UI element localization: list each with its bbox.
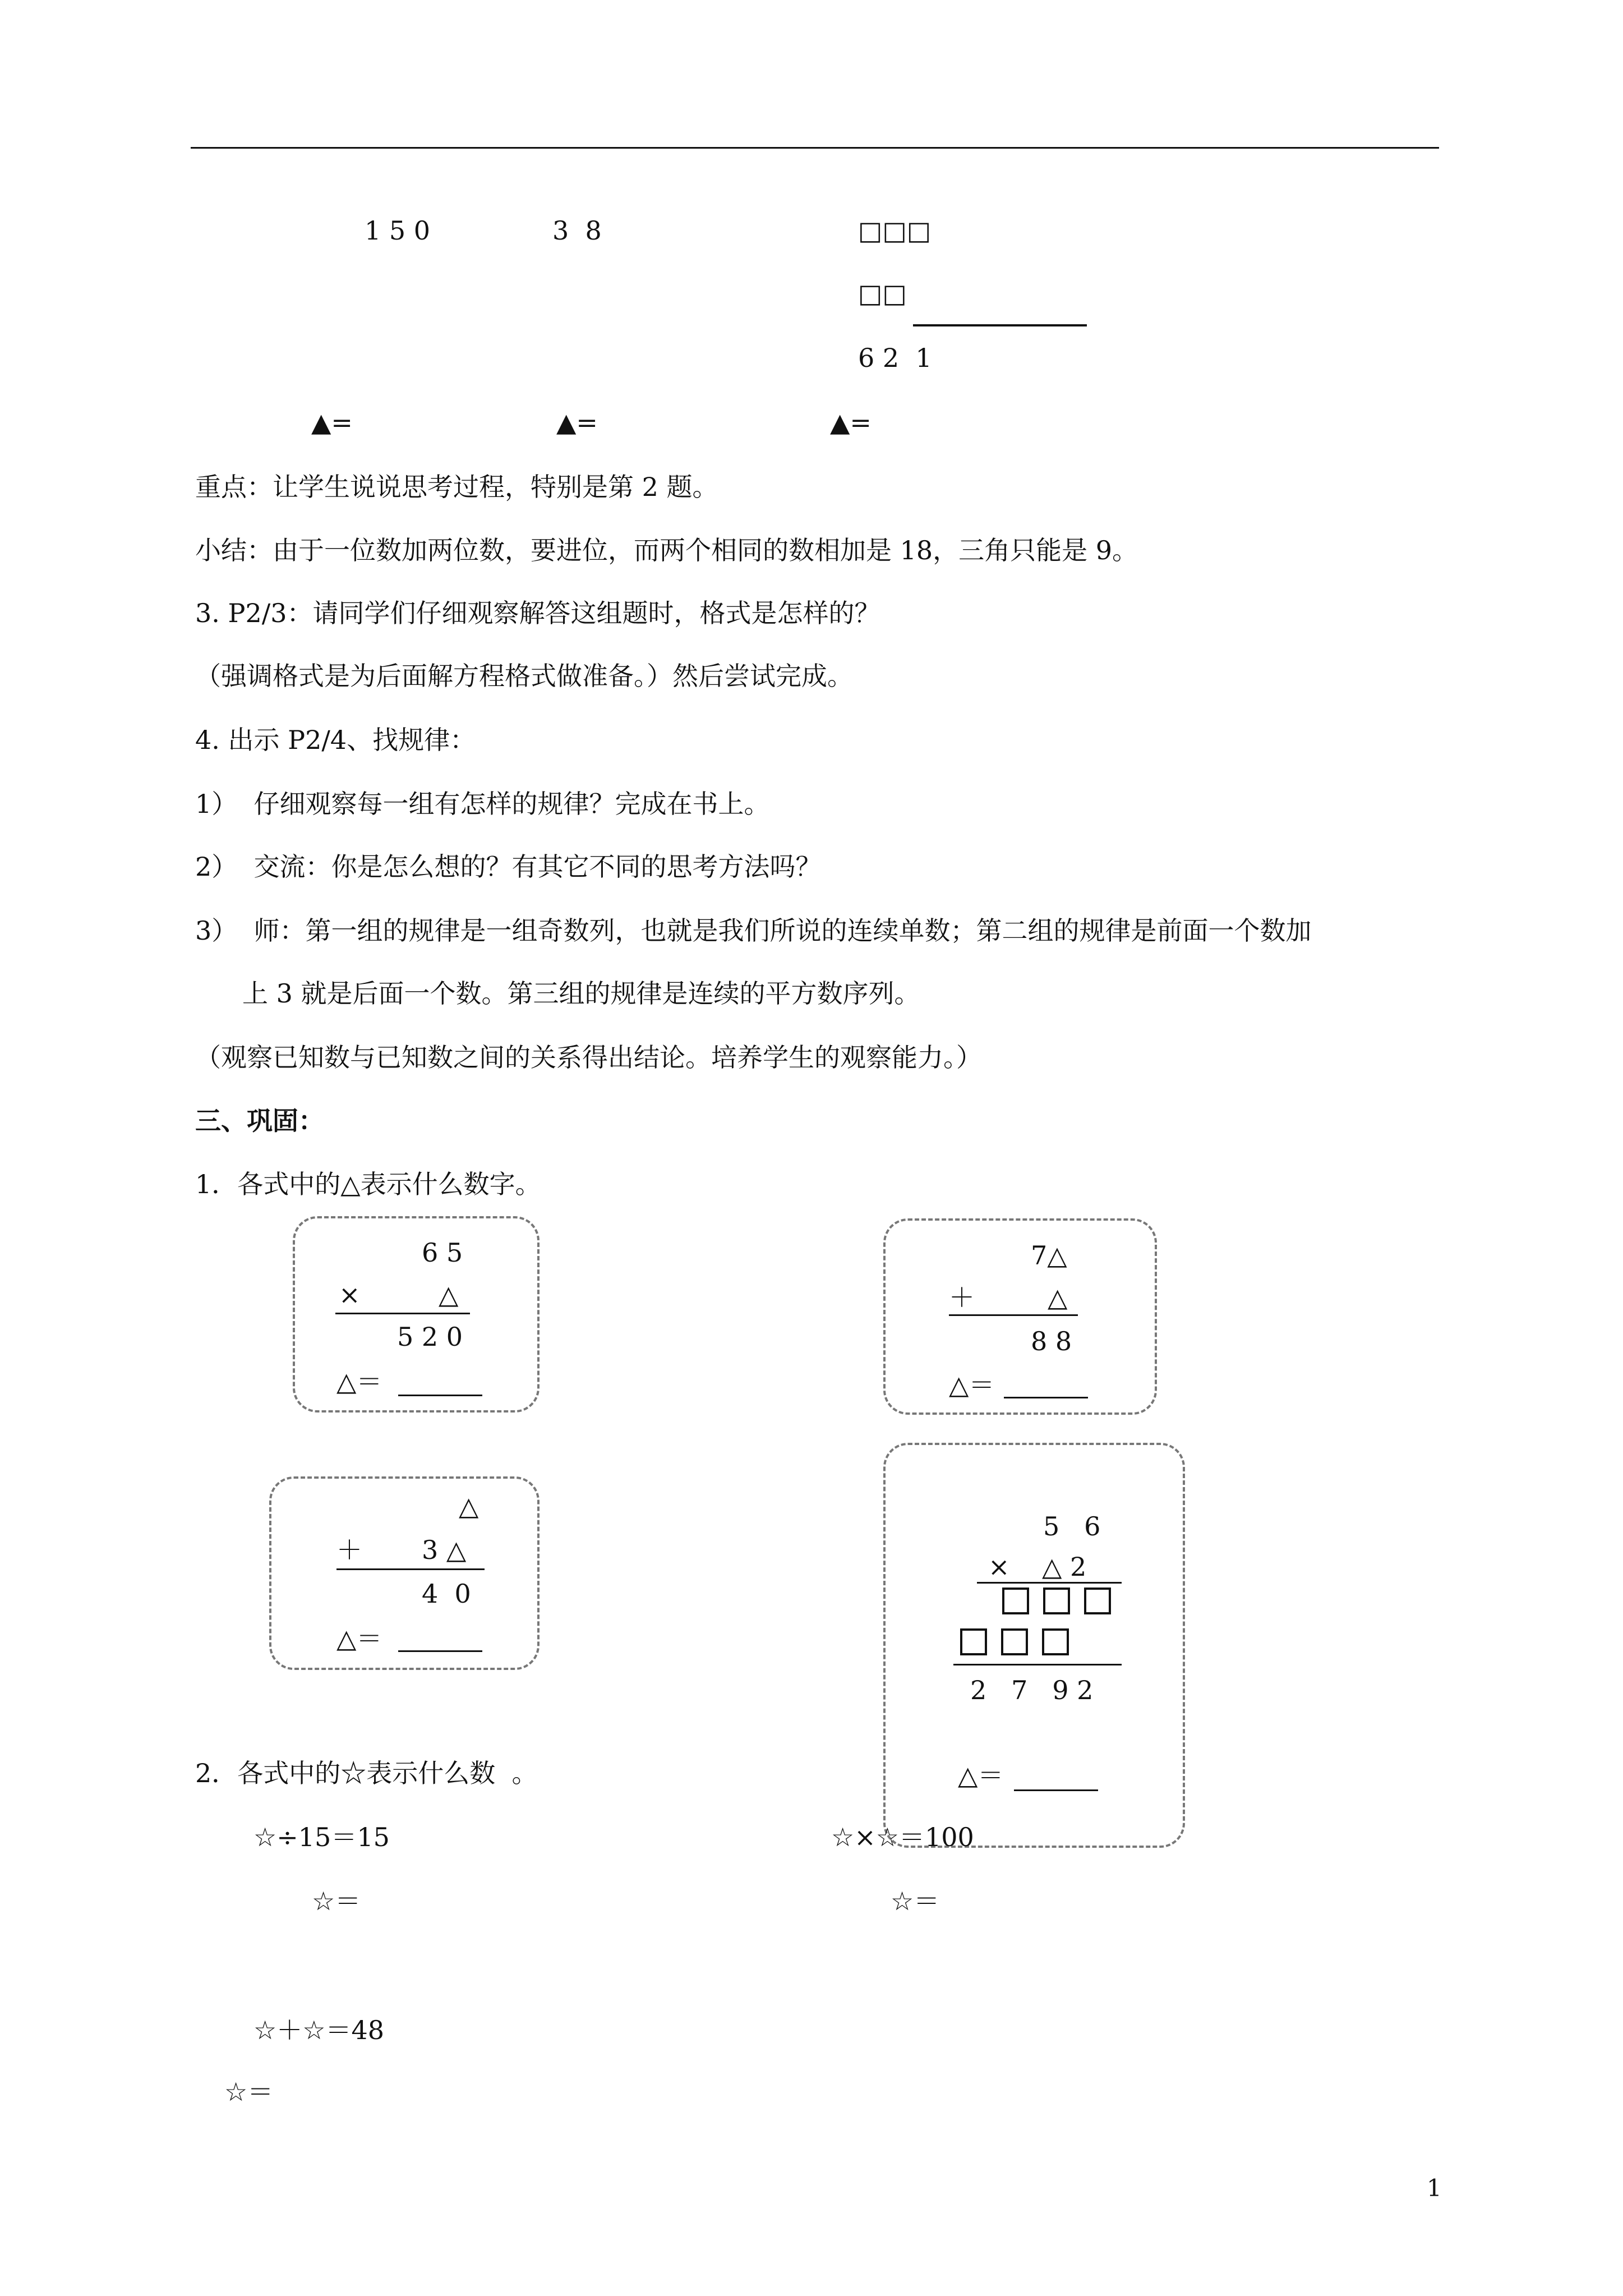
exercise-box-4 [883,1443,1185,1848]
box2-line [949,1314,1078,1316]
exercise-box-1 [293,1216,540,1412]
answer-label-1: ▲= [311,407,353,438]
top-boxes-row1: □□□ [858,215,932,246]
box1-answer-blank [398,1395,482,1396]
box2-top-number: 7△ [1031,1240,1067,1271]
box4-square-1 [1002,1588,1029,1614]
equation-2: ☆×☆＝100 [831,1822,974,1852]
box1-result: 5 2 0 [397,1322,463,1352]
paragraph-summary: 小结：由于一位数加两位数，要进位，而两个相同的数相加是 18，三角只能是 9。 [195,535,1138,565]
header-rule [191,147,1439,149]
box4-result: 2 7 9 2 [970,1675,1094,1705]
box3-top-number: △ [459,1491,479,1521]
paragraph-observation-note: （观察已知数与已知数之间的关系得出结论。培养学生的观察能力。） [195,1042,982,1073]
box3-operator: ＋ [336,1535,362,1565]
paragraph-sub-3: 3） 师：第一组的规律是一组奇数列，也就是我们所说的连续单数；第二组的规律是前面一个数加 [195,915,1312,946]
box4-top-number: 5 6 [1043,1511,1101,1542]
box4-answer-label: △＝ [958,1760,1004,1791]
top-number-1: 1 5 0 [365,215,431,246]
equation-1: ☆÷15＝15 [253,1822,390,1852]
box4-square-6 [1042,1628,1069,1655]
section-heading-consolidate: 三、巩固： [195,1106,324,1136]
paragraph-item-3: 3. P2/3：请同学们仔细观察解答这组题时，格式是怎样的？ [195,598,880,628]
box3-operand: 3 △ [422,1535,467,1565]
paragraph-format-note: （强调格式是为后面解方程格式做准备。）然后尝试完成。 [195,661,853,691]
top-number-2: 3 8 [552,215,602,246]
equation-3-answer: ☆＝ [224,2077,274,2107]
box4-operator: × [988,1552,1010,1582]
box3-answer-blank [398,1650,482,1652]
answer-label-2: ▲= [556,407,598,438]
box4-line-2 [953,1664,1122,1665]
box3-line [336,1568,485,1570]
box1-operand: △ [439,1280,459,1310]
equation-2-answer: ☆＝ [891,1886,940,1916]
exercise-box-2 [883,1218,1157,1415]
paragraph-item-4: 4. 出示 P2/4、找规律： [195,725,476,755]
box2-answer-label: △＝ [949,1370,995,1400]
box4-answer-blank [1014,1789,1098,1791]
answer-label-3: ▲= [830,407,872,438]
box4-square-3 [1084,1588,1111,1614]
page-number: 1 [1427,2174,1442,2202]
box3-result: 4 0 [422,1579,471,1609]
box4-square-2 [1043,1588,1070,1614]
paragraph-sub-3-cont: 上 3 就是后面一个数。第三组的规律是连续的平方数序列。 [242,978,920,1009]
equation-3: ☆＋☆＝48 [253,2015,385,2045]
paragraph-key-point: 重点：让学生说说思考过程，特别是第 2 题。 [195,472,718,502]
top-sum-line [913,324,1087,326]
box2-result: 8 8 [1031,1326,1072,1356]
paragraph-sub-2: 2） 交流：你是怎么想的？有其它不同的思考方法吗？ [195,852,822,882]
box3-answer-label: △＝ [336,1623,382,1654]
box2-answer-blank [1004,1397,1088,1398]
top-result: 6 2 1 [858,343,932,373]
equation-1-answer: ☆＝ [312,1886,361,1916]
exercise-box-3 [269,1476,540,1670]
box4-square-4 [960,1628,987,1655]
box4-operand: △ 2 [1042,1552,1087,1582]
box1-answer-label: △＝ [336,1366,382,1397]
box1-line [335,1313,470,1314]
box2-operator: ＋ [949,1282,975,1313]
top-boxes-row2: □□ [858,278,907,309]
box4-square-5 [1001,1628,1028,1655]
box4-line-1 [977,1582,1122,1584]
question-2-title: 2．各式中的☆表示什么数 。 [195,1758,538,1788]
paragraph-sub-1: 1） 仔细观察每一组有怎样的规律？完成在书上。 [195,789,770,819]
question-1-title: 1．各式中的△表示什么数字。 [195,1169,541,1199]
box1-operator: × [339,1280,361,1310]
box1-top-number: 6 5 [422,1237,463,1268]
box2-operand: △ [1048,1282,1068,1313]
